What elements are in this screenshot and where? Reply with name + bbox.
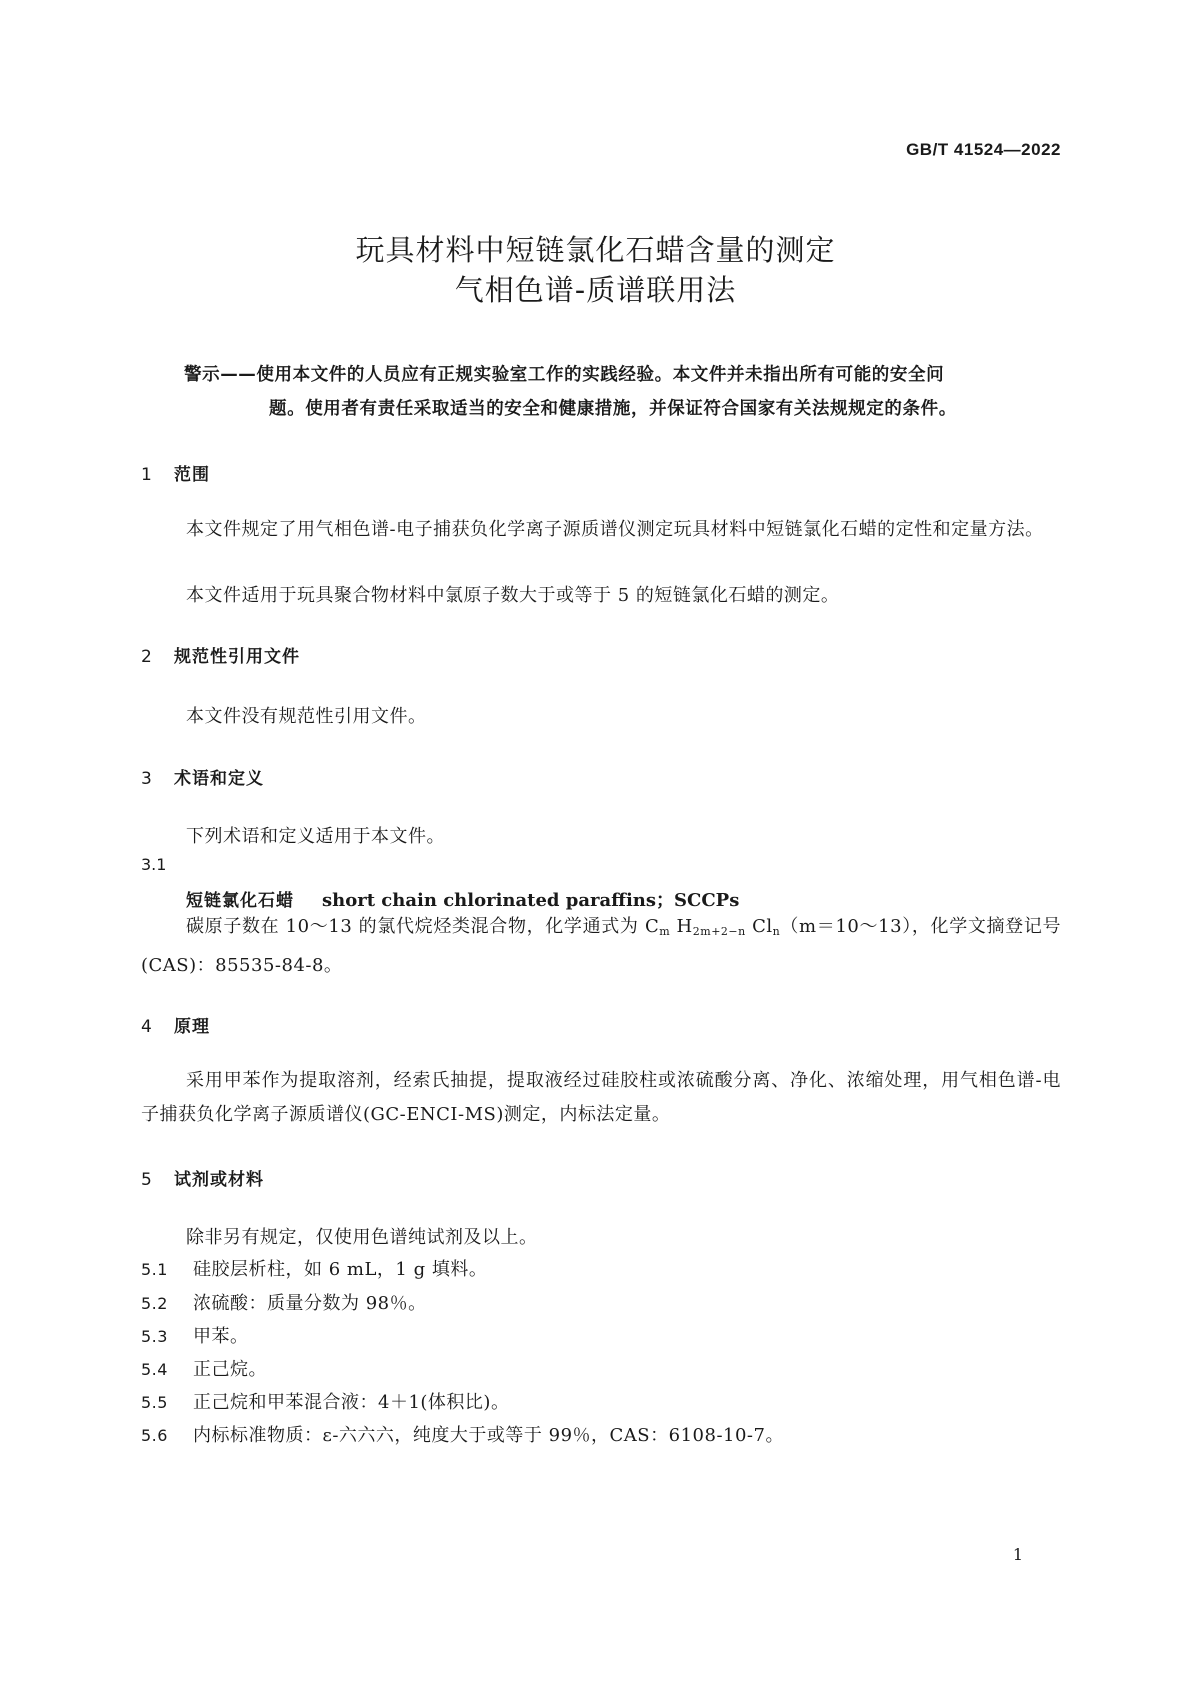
subscript-2m: 2m+2−n [692,925,746,938]
term-chinese: 短链氯化石蜡 [186,891,294,911]
item-text: 正己烷和甲苯混合液：4＋1(体积比)。 [193,1392,510,1413]
section-number: 1 [141,465,153,485]
formula-h: H [670,916,693,937]
section-3-heading [141,764,264,789]
item-number: 5.6 [141,1426,168,1445]
term-english: short chain chlorinated paraffins；SCCPs [322,890,740,911]
section-title: 范围 [174,465,210,485]
document-subtitle: 气相色谱-质谱联用法 [454,273,737,307]
warning-line-2: 题。使用者有责任采取适当的安全和健康措施，并保证符合国家有关法规规定的条件。 [269,399,957,419]
list-item [141,1388,509,1414]
item-text: 硅胶层析柱，如 6 mL，1 g 填料。 [193,1259,488,1280]
section-title: 术语和定义 [174,769,264,789]
section-number: 2 [141,647,153,667]
warning-line-1: 警示——使用本文件的人员应有正规实验室工作的实践经验。本文件并未指出所有可能的安全问 [184,365,945,385]
item-text: 内标标准物质：ε-六六六，纯度大于或等于 99％，CAS：6108-10-7。 [193,1425,784,1446]
section-2-heading [141,642,300,667]
section-1-paragraph-1: 本文件规定了用气相色谱-电子捕获负化学离子源质谱仪测定玩具材料中短链氯化石蜡的定性和定量方法。 [186,519,1044,540]
definition-text: 碳原子数在 10～13 的氯代烷烃类混合物，化学通式为 C [186,916,660,937]
section-2-paragraph: 本文件没有规范性引用文件。 [186,706,427,727]
term-definition [141,910,1061,983]
item-number: 5.3 [141,1327,168,1346]
section-number: 3 [141,769,153,789]
definition-text-end: （m＝10～13），化学文摘登记号(CAS)：85535-84-8。 [141,916,1061,976]
page-number: 1 [1012,1545,1023,1564]
section-number: 5 [141,1170,153,1190]
section-title: 规范性引用文件 [174,647,300,667]
item-number: 5.5 [141,1393,168,1412]
subscript-m: m [659,925,671,938]
section-5-paragraph: 除非另有规定，仅使用色谱纯试剂及以上。 [186,1227,538,1248]
warning-block [184,358,1064,426]
document-title: 玩具材料中短链氯化石蜡含量的测定 [355,233,836,267]
section-4-heading [141,1012,210,1037]
section-5-heading [141,1165,264,1190]
list-item [141,1289,427,1315]
term-entry [186,886,739,912]
list-item [141,1355,267,1381]
item-text: 浓硫酸：质量分数为 98％。 [193,1293,427,1314]
term-number: 3.1 [141,855,167,874]
section-4-paragraph: 采用甲苯作为提取溶剂，经索氏抽提，提取液经过硅胶柱或浓硫酸分离、净化、浓缩处理，用气相色谱-电子捕获负化学离子源质谱仪(GC-ENCI-MS)测定，内标法定量。 [141,1070,1061,1125]
section-1-paragraph-2: 本文件适用于玩具聚合物材料中氯原子数大于或等于 5 的短链氯化石蜡的测定。 [186,585,840,606]
item-number: 5.2 [141,1294,168,1313]
list-item [141,1421,784,1447]
item-number: 5.4 [141,1360,168,1379]
section-1-heading [141,460,210,485]
section-3-paragraph: 下列术语和定义适用于本文件。 [186,826,445,847]
list-item [141,1255,487,1281]
item-text: 甲苯。 [193,1326,249,1347]
section-title: 原理 [174,1017,210,1037]
standard-number: GB/T 41524—2022 [906,140,1061,159]
subscript-n: n [772,925,781,938]
section-number: 4 [141,1017,153,1037]
item-number: 5.1 [141,1260,168,1279]
item-text: 正己烷。 [193,1359,267,1380]
formula-cl: Cl [745,916,773,937]
list-item [141,1322,249,1348]
section-title: 试剂或材料 [174,1170,264,1190]
